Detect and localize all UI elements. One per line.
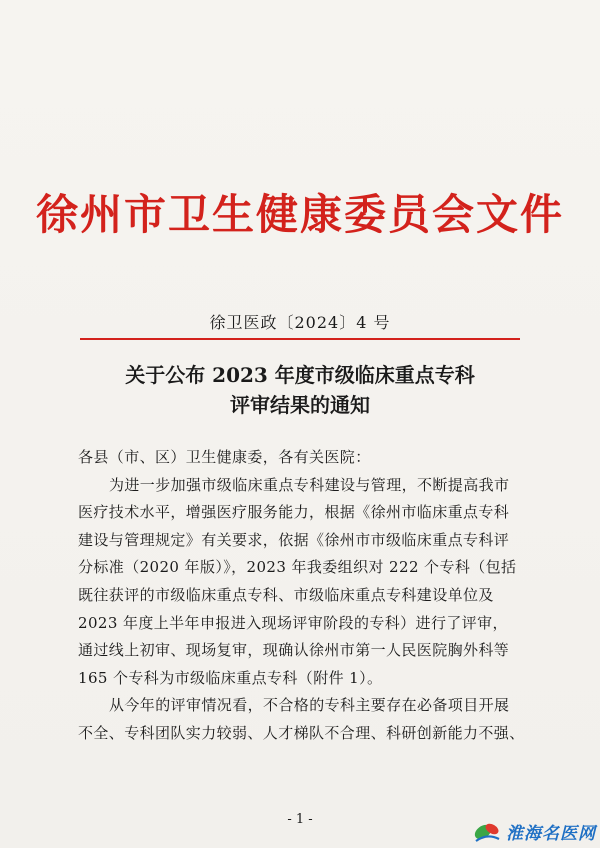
body-line: 165 个专科为市级临床重点专科（附件 1）。	[78, 668, 383, 687]
body-line: 从今年的评审情况看，不合格的专科主要存在必备项目开展	[109, 696, 510, 715]
watermark-text: 淮海名医网	[506, 823, 596, 844]
document-number: 徐卫医政〔2024〕4 号	[209, 313, 391, 332]
document-body	[78, 444, 528, 748]
body-line: 不全、专科团队实力较弱、人才梯队不合理、科研创新能力不强、	[78, 723, 525, 742]
red-divider-line	[80, 338, 520, 340]
leaf-logo-icon	[472, 817, 502, 845]
agency-header-title: 徐州市卫生健康委员会文件	[35, 190, 564, 239]
body-line: 通过线上初审、现场复审，现确认徐州市第一人民医院胸外科等	[78, 641, 510, 660]
notice-title	[0, 360, 600, 420]
salutation: 各县（市、区）卫生健康委，各有关医院：	[78, 448, 371, 466]
body-line: 为进一步加强市级临床重点专科建设与管理，不断提高我市	[109, 475, 510, 494]
body-line: 2023 年度上半年申报进入现场评审阶段的专科）进行了评审，	[78, 613, 508, 632]
body-line: 既往获评的市级临床重点专科、市级临床重点专科建设单位及	[78, 585, 494, 604]
page-number: - 1 -	[287, 812, 313, 827]
body-line: 分标准（2020 年版）》，2023 年我委组织对 222 个专科（包括	[78, 558, 517, 577]
notice-title-line: 关于公布 2023 年度市级临床重点专科	[125, 363, 475, 387]
body-line: 医疗技术水平，增强医疗服务能力，根据《徐州市临床重点专科	[78, 503, 510, 522]
body-line: 建设与管理规定》有关要求，依据《徐州市市级临床重点专科评	[78, 530, 510, 549]
notice-title-line: 评审结果的通知	[230, 393, 370, 417]
site-watermark	[472, 816, 596, 846]
